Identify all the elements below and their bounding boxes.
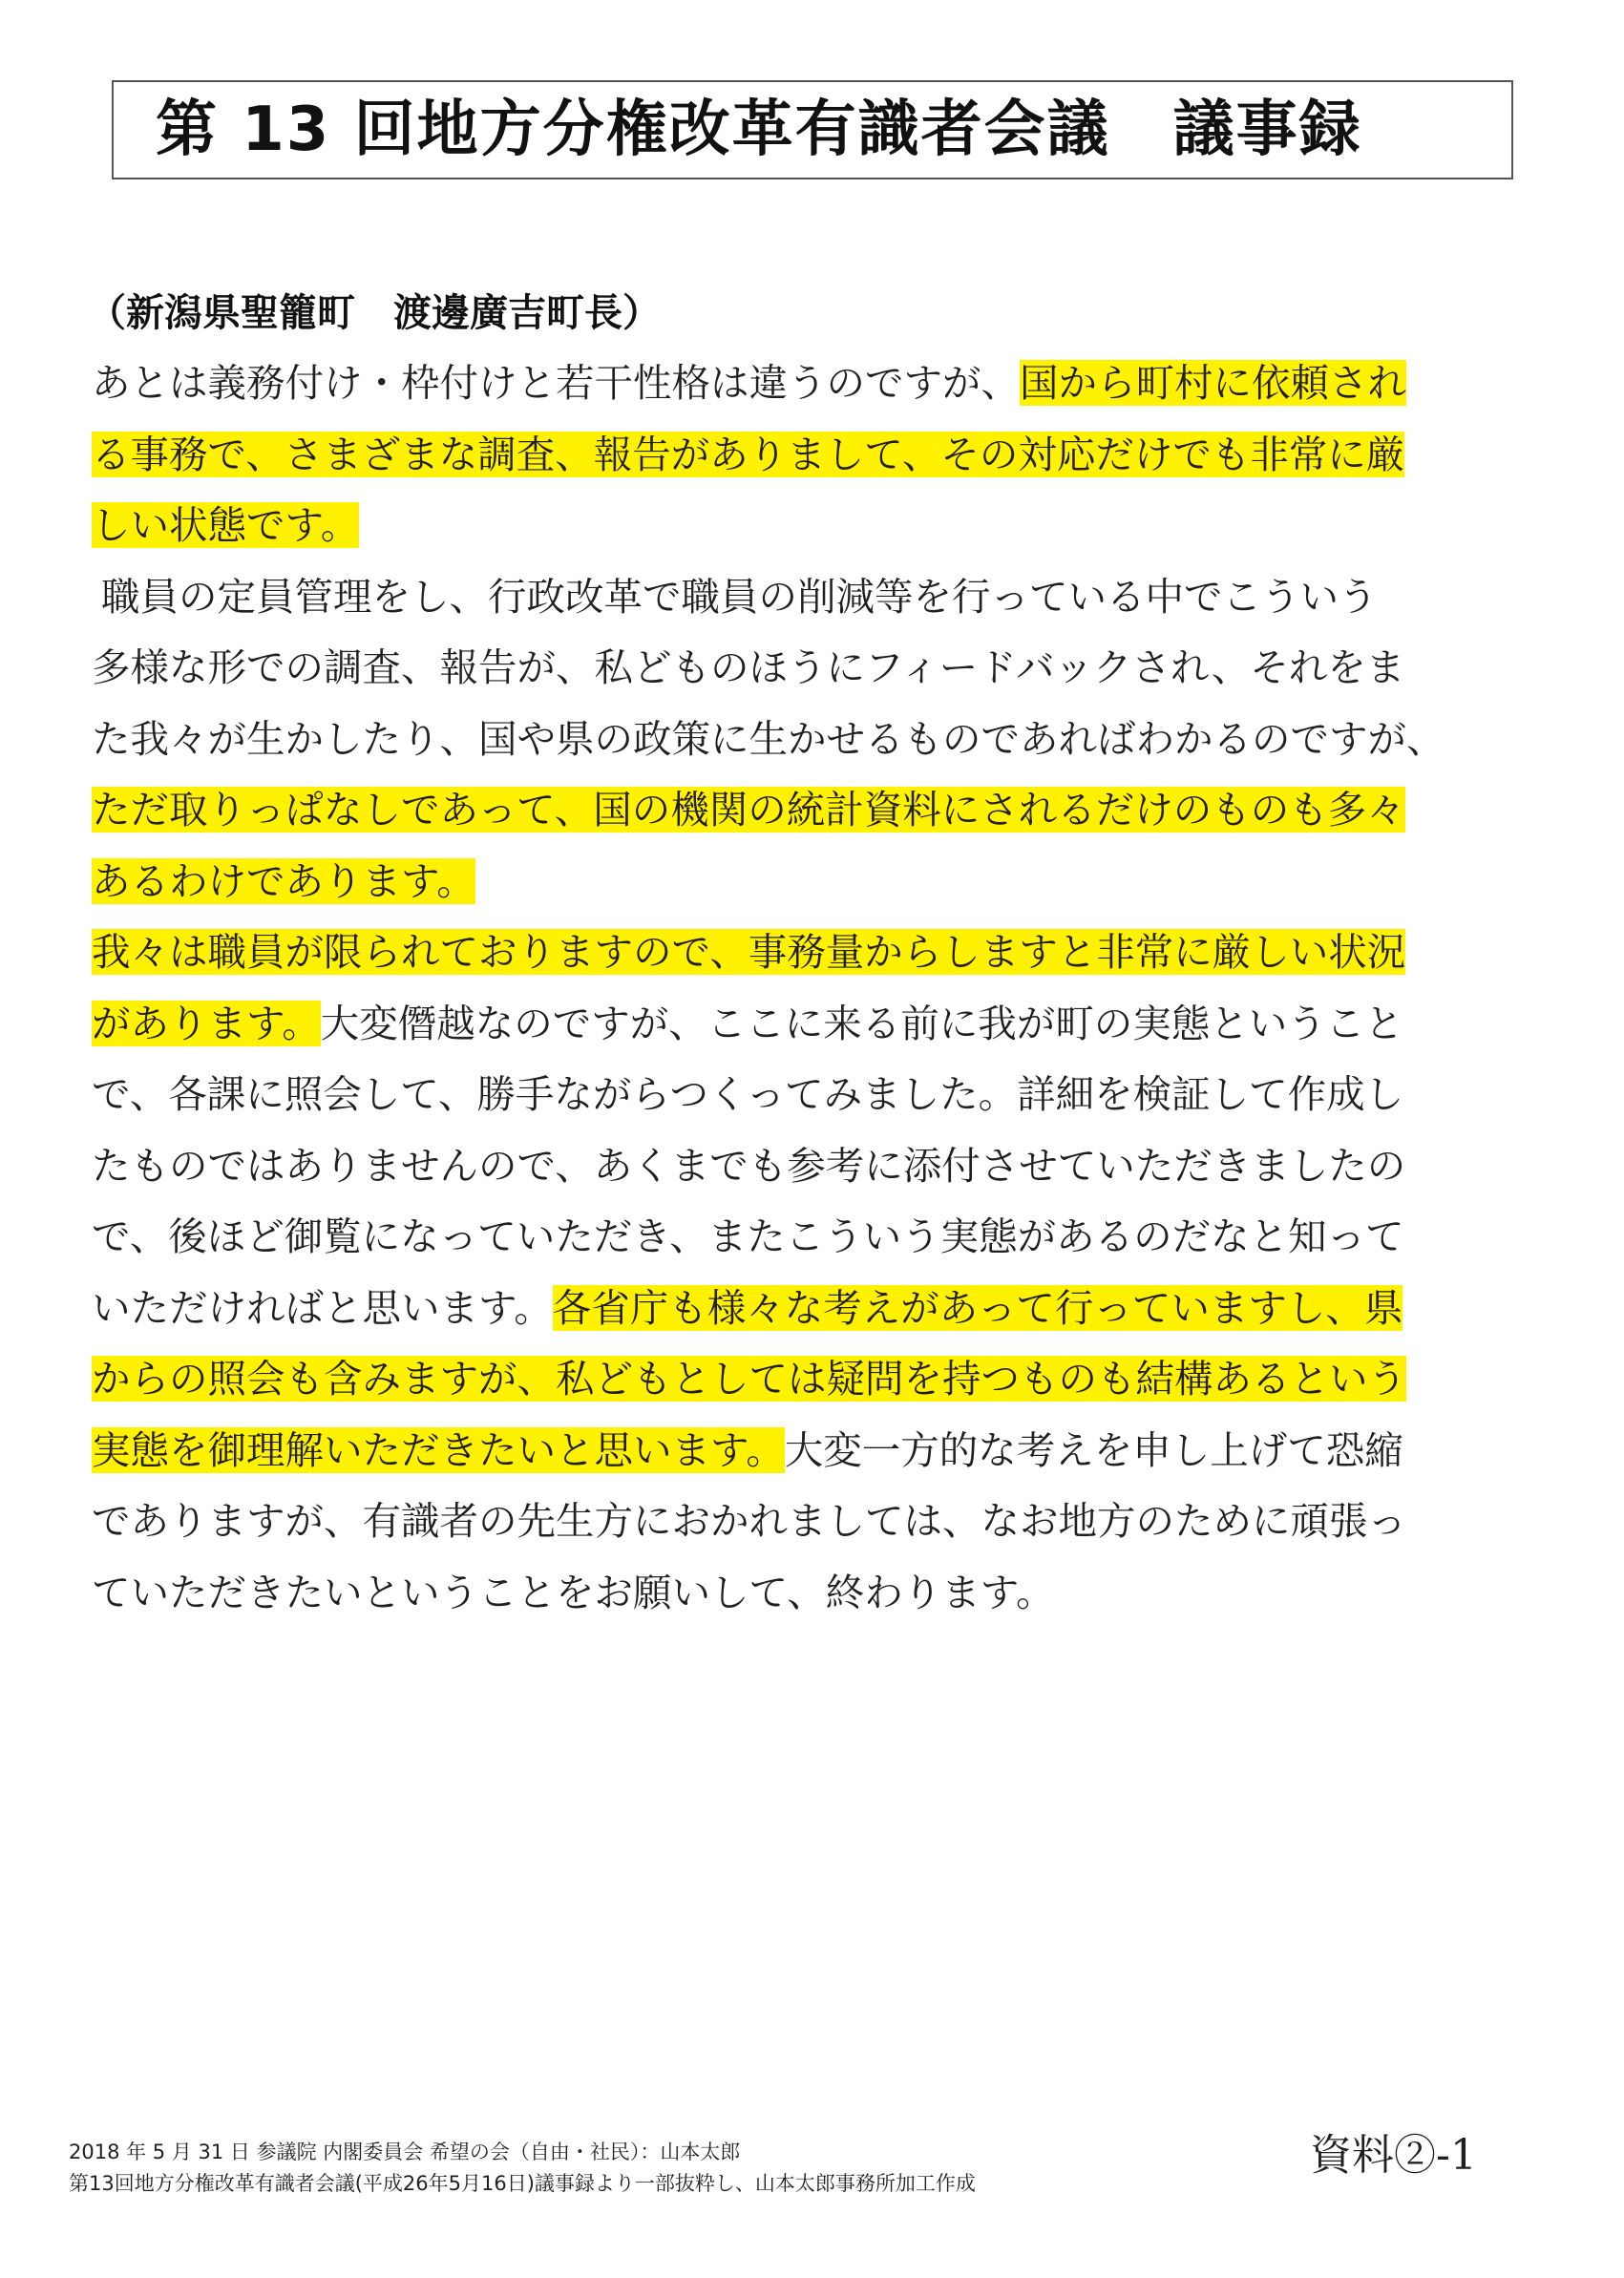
text-segment: でありますが、有識者の先生方におかれましては、なお地方のために頑張っ — [92, 1498, 1406, 1544]
transcript-line — [92, 1273, 1562, 1344]
transcript-line — [92, 774, 1562, 846]
footer-credit-line: 第13回地方分権改革有識者会議(平成26年5月16日)議事録より一部抜粋し、山本太郎事務所加工作成 — [69, 2172, 976, 2195]
highlighted-text: しい状態です。 — [92, 502, 360, 548]
transcript-line — [92, 632, 1562, 704]
transcript-line — [92, 988, 1562, 1060]
transcript-line — [92, 561, 1562, 633]
highlighted-text: あるわけであります。 — [92, 857, 475, 904]
transcript-line — [92, 1415, 1562, 1487]
transcript-body — [92, 348, 1562, 1628]
text-segment: たものではありませんので、あくまでも参考に添付させていただきましたの — [92, 1142, 1406, 1189]
transcript-line — [92, 846, 1562, 918]
transcript-line — [92, 419, 1562, 491]
highlighted-text: 実態を御理解いただきたいと思います。 — [92, 1426, 785, 1473]
transcript-line — [92, 1201, 1562, 1273]
highlighted-text: 我々は職員が限られておりますので、事務量からしますと非常に厳しい状況 — [92, 929, 1406, 975]
highlighted-text: からの照会も含みますが、私どもとしては疑問を持つものも結構あるという — [92, 1356, 1406, 1402]
highlighted-text: ただ取りっぱなしであって、国の機関の統計資料にされるだけのものも多々 — [92, 787, 1405, 833]
transcript-line — [92, 1059, 1562, 1130]
transcript-line — [92, 1557, 1562, 1629]
document-title: 第 13 回地方分権改革有識者会議 議事録 — [156, 95, 1362, 165]
title-box — [112, 80, 1513, 179]
transcript-line — [92, 348, 1562, 419]
highlighted-text: 国から町村に依頼され — [1020, 360, 1406, 406]
transcript-line — [92, 1130, 1562, 1202]
highlighted-text: があります。 — [92, 1000, 321, 1046]
footer-note — [69, 2137, 976, 2200]
document-label: 資料②-1 — [1310, 2131, 1477, 2180]
text-segment: で、各課に照会して、勝手ながらつくってみました。詳細を検証して作成し — [92, 1071, 1404, 1117]
text-segment: 職員の定員管理をし、行政改革で職員の削減等を行っている中でこういう — [101, 573, 1378, 620]
transcript-line — [92, 704, 1562, 775]
text-segment: ていただきたいということをお願いして、終わります。 — [92, 1569, 1055, 1615]
text-segment: いただければと思います。 — [92, 1284, 553, 1331]
text-segment: あとは義務付け・枠付けと若干性格は違うのですが、 — [92, 360, 1020, 406]
highlighted-text: 各省庁も様々な考えがあって行っていますし、県 — [552, 1284, 1403, 1331]
text-segment: た我々が生かしたり、国や県の政策に生かせるものであればわかるのですが、 — [92, 715, 1445, 762]
text-segment: 大変一方的な考えを申し上げて恐縮 — [784, 1426, 1403, 1473]
text-segment: 大変僭越なのですが、ここに来る前に我が町の実態ということ — [320, 1000, 1403, 1046]
speaker-name: （新潟県聖籠町 渡邊廣吉町長） — [88, 291, 661, 335]
highlighted-text: る事務で、さまざまな調査、報告がありまして、その対応だけでも非常に厳 — [92, 431, 1405, 477]
text-segment: 多様な形での調査、報告が、私どものほうにフィードバックされ、それをま — [92, 644, 1405, 690]
transcript-line — [92, 1486, 1562, 1557]
transcript-line — [92, 1343, 1562, 1415]
transcript-line — [92, 490, 1562, 561]
transcript-line — [92, 917, 1562, 988]
text-segment: で、後ほど御覧になっていただき、またこういう実態があるのだなと知って — [92, 1213, 1404, 1259]
footer-source-line: 2018 年 5 月 31 日 参議院 内閣委員会 希望の会（自由・社民）：山本太郎 — [69, 2141, 741, 2163]
